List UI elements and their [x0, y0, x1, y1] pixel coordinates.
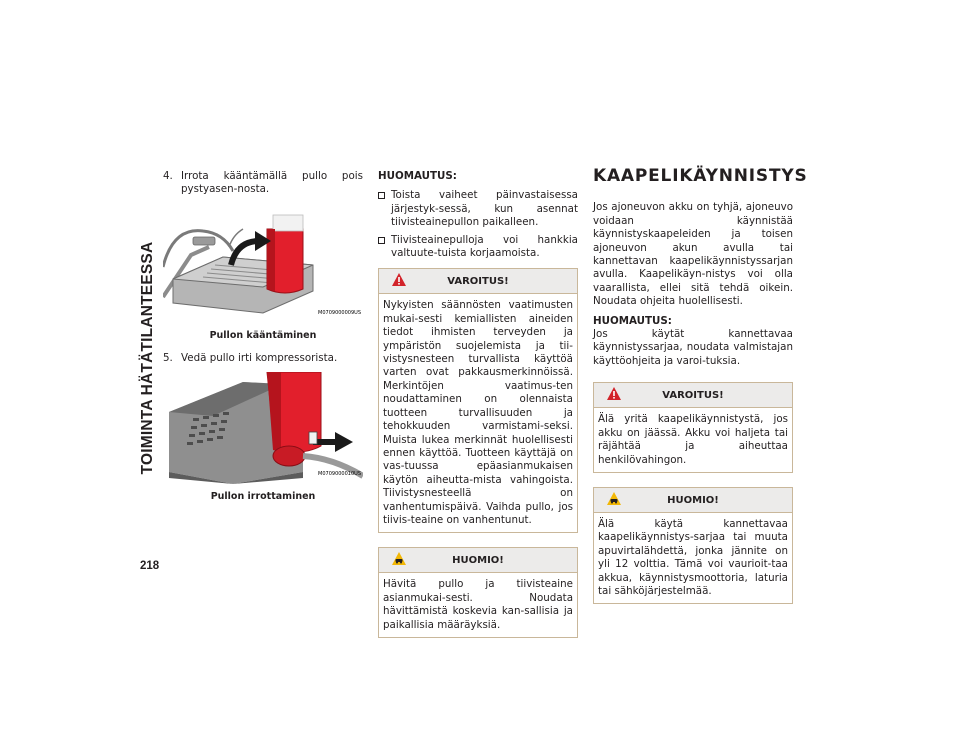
caution-text: Älä käytä kannettavaa kaapelikäynnistys-sarjaa tai muuta apuvirtalähdettä, jonka jännite on yli 12 volttia. Tämä voi vaurioit-taa akkua, käynnistysmoottoria, laturia tai sähköjärjestelmää.	[598, 517, 788, 597]
figure-2-caption: Pullon irrottaminen	[210, 490, 316, 502]
step-4-text: Irrota kääntämällä pullo pois pystyasen-nosta.	[181, 170, 363, 196]
step-4-number: 4.	[163, 170, 173, 182]
bottle-turn-illustration	[163, 207, 363, 323]
column-3	[593, 166, 808, 604]
note-bullet	[378, 234, 578, 261]
step-5-text: Vedä pullo irti kompressorista.	[181, 352, 338, 365]
note-text: Jos käytät kannettavaa käynnistyssarjaa, noudata valmistajan käyttöohjeita ja varoi-tuksia.	[593, 328, 793, 367]
side-tab-label: TOIMINTA HÄTÄTILANTEESSA	[139, 241, 156, 475]
figure-2-code: M0709000010US	[318, 471, 361, 478]
figure-1-code: M0709000009US	[318, 310, 361, 317]
intro-paragraph: Jos ajoneuvon akku on tyhjä, ajoneuvo voidaan käynnistää käynnistyskaapeleiden ja toisen ajoneuvon akun avulla tai kannettavan kaapelikäynnistyssarjan avulla. Kaapelikäyn-nistys voi olla vaarallista, ellei sitä tehdä oikein. Noudata ohjeita huolellisesti.	[593, 201, 793, 308]
note-label: HUOMAUTUS:	[378, 170, 457, 182]
column-2	[378, 170, 578, 638]
caution-box	[378, 547, 578, 638]
bottle-remove-illustration	[163, 372, 363, 484]
warning-header	[379, 269, 577, 294]
note-label: HUOMAUTUS:	[593, 314, 672, 327]
section-heading: KAAPELIKÄYNNISTYS	[593, 166, 808, 186]
warning-header	[594, 383, 792, 408]
caution-box	[593, 487, 793, 604]
caution-header	[594, 488, 792, 513]
caution-header	[379, 548, 577, 573]
warning-text: Nykyisten säännösten vaatimusten mukai-sesti kemiallisten aineiden tiedot ihmisten terveyden ja ympäristön suojelemista ja tii-vistysnesteen turvallista käyttöä varten ovat pakkausmerkinnöissä. Merkintöjen vaatimus-ten noudattaminen on olennaista tuotteen turvallisuuden ja tehokkuuden varmistami-seksi. Muista lukea merkinnät huolellisesti ennen käyttöä. Tuotteen käyttäjä on vas-tuussa epäasianmukaisen käytön aiheutta-mista vahingoista. Tiivistysnesteellä on vanhentumispäivä. Vaihda pullo, jos tiivis-teaine on vanhentunut.	[383, 299, 573, 526]
note-bullet-text: Toista vaiheet päinvastaisessa järjestyk-sessä, kun asennat tiivisteainepullon paikalleen.	[391, 189, 578, 229]
warning-box	[378, 268, 578, 533]
caution-title: HUOMIO!	[667, 494, 719, 506]
column-1	[163, 170, 363, 513]
step-5	[163, 352, 363, 365]
figure-bottle-turn	[163, 207, 363, 323]
note-bullet	[378, 189, 578, 229]
step-5-number: 5.	[163, 352, 173, 365]
note-bullet-text: Tiivisteainepulloja voi hankkia valtuute-tuista korjaamoista.	[391, 233, 578, 260]
warning-box	[593, 382, 793, 473]
page-number: 218	[140, 560, 160, 572]
side-tab	[138, 168, 158, 548]
warning-title: VAROITUS!	[447, 276, 509, 288]
caution-title: HUOMIO!	[452, 555, 504, 567]
checkbox-bullet-icon	[378, 192, 385, 199]
warning-text: Älä yritä kaapelikäynnistystä, jos akku on jäässä. Akku voi haljeta tai räjähtää ja aiheuttaa henkilövahingon.	[598, 413, 788, 466]
step-4	[163, 170, 363, 197]
figure-bottle-remove	[163, 372, 363, 484]
figure-1-caption: Pullon kääntäminen	[209, 329, 317, 341]
caution-text: Hävitä pullo ja tiivisteaine asianmukai-sesti. Noudata hävittämistä koskevia kan-sallisia ja paikallisia määräyksiä.	[383, 578, 573, 631]
checkbox-bullet-icon	[378, 237, 385, 244]
warning-title: VAROITUS!	[662, 390, 724, 402]
